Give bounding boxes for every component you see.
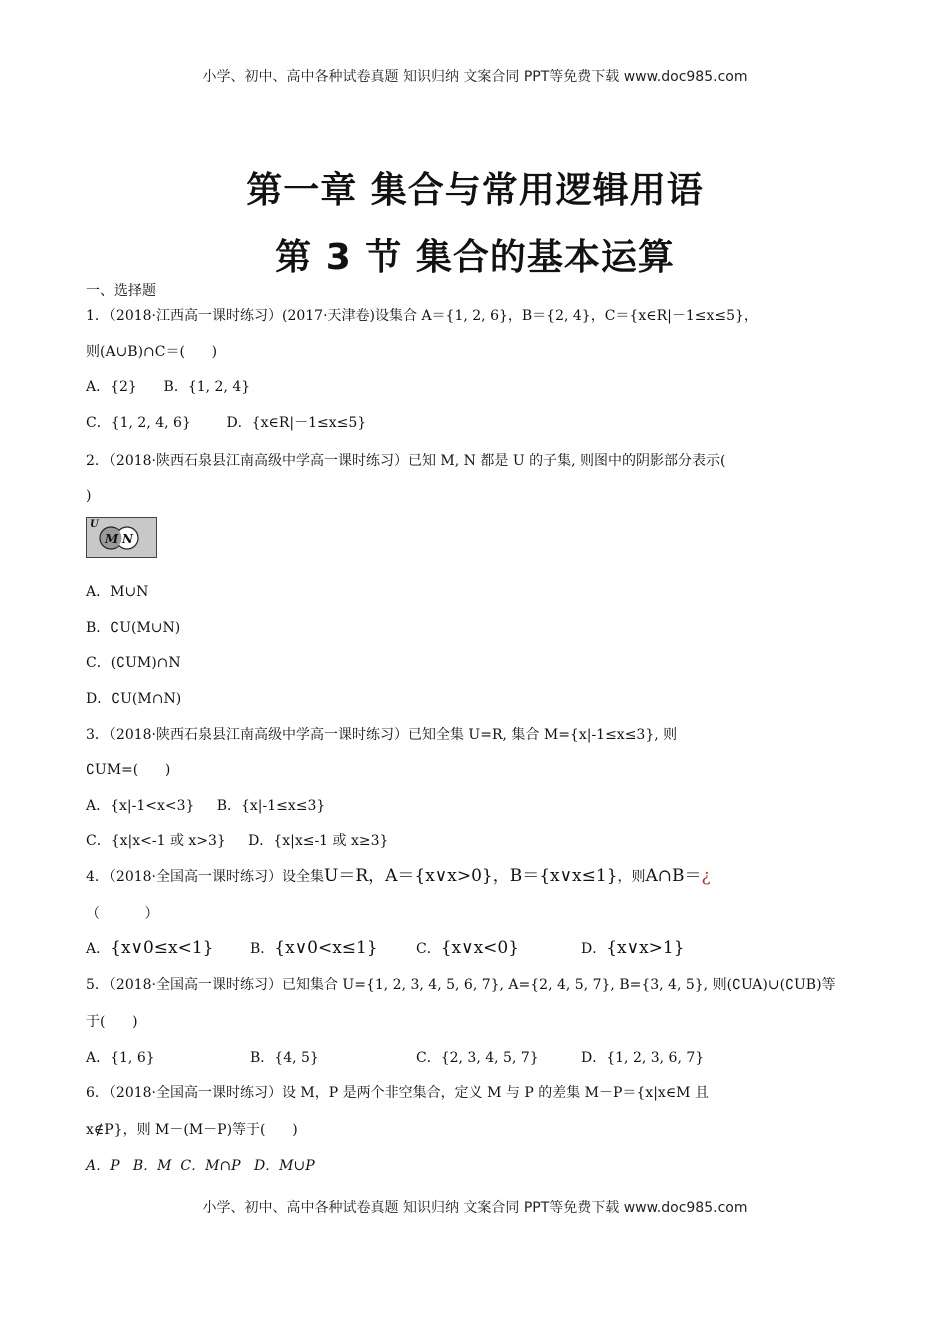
q4-equation-intersection: A∩B＝ xyxy=(645,866,702,886)
q4-option-c xyxy=(416,939,519,958)
q5-option-b: B．{4, 5} xyxy=(250,1050,319,1066)
q4-option-d-eq: {x∨x>1} xyxy=(606,938,685,958)
q5-option-a: A．{1, 6} xyxy=(86,1050,155,1066)
page-footer-banner: 小学、初中、高中各种试卷真题 知识归纳 文案合同 PPT等免费下载 www.doc985.com xyxy=(202,1200,748,1216)
q6-stem-line2: x∉P}，则 M－(M－P)等于( ) xyxy=(86,1122,298,1138)
venn-label-u: U xyxy=(90,519,99,530)
q4-stem-line2: （ ） xyxy=(86,906,159,922)
q6-options: A．P B．M C．M∩P D．M∪P xyxy=(86,1158,315,1174)
q1-stem-line1: 1．（2018·江西高一课时练习）(2017·天津卷)设集合 A＝{1, 2, 6}，B＝{2, 4}，C＝{x∈R|－1≤x≤5}， xyxy=(86,308,758,324)
page-header-banner: 小学、初中、高中各种试卷真题 知识归纳 文案合同 PPT等免费下载 www.doc985.com xyxy=(202,69,748,85)
q4-equation-sets: U＝R，A＝{x∨x>0}，B＝{x∨x≤1} xyxy=(324,866,618,886)
q4-option-d xyxy=(581,939,685,958)
q3-stem-line1: 3．（2018·陕西石泉县江南高级中学高一课时练习）已知全集 U=R, 集合 M={x|-1≤x≤3}, 则 xyxy=(86,727,678,743)
q4-option-a-eq: {x∨0≤x<1} xyxy=(110,938,214,958)
q4-option-c-eq: {x∨x<0} xyxy=(440,938,520,958)
q5-stem-line2: 于( ) xyxy=(86,1014,138,1030)
q4-option-d-label: D． xyxy=(581,941,607,957)
q4-stem-line1 xyxy=(86,867,711,886)
q5-stem-line1: 5．（2018·全国高一课时练习）已知集合 U={1, 2, 3, 4, 5, 6, 7}, A={2, 4, 5, 7}, B={3, 4, 5}, 则(∁UA)∪(∁UB)等 xyxy=(86,977,836,993)
q4-option-b xyxy=(250,939,378,958)
q4-option-b-label: B． xyxy=(250,941,275,957)
chapter-title: 第一章 集合与常用逻辑用语 xyxy=(246,170,704,211)
q2-option-d: D．∁U(M∩N) xyxy=(86,691,182,707)
q3-options-ab: A．{x|-1<x<3} B．{x|-1≤x≤3} xyxy=(86,798,326,814)
q2-option-c: C．(∁UM)∩N xyxy=(86,655,181,671)
q5-option-c: C．{2, 3, 4, 5, 7} xyxy=(416,1050,539,1066)
q2-option-a: A．M∪N xyxy=(86,584,149,600)
q2-stem-line1: 2．（2018·陕西石泉县江南高级中学高一课时练习）已知 M, N 都是 U 的子集, 则图中的阴影部分表示( xyxy=(86,453,726,469)
q4-stem-text: 4．（2018·全国高一课时练习）设全集 xyxy=(86,869,324,885)
q3-stem-line2: ∁UM=( ) xyxy=(86,762,171,778)
q6-stem-line1: 6．（2018·全国高一课时练习）设 M，P 是两个非空集合，定义 M 与 P 的差集 M－P＝{x|x∈M 且 xyxy=(86,1085,709,1101)
q4-option-c-label: C． xyxy=(416,941,441,957)
q5-option-d: D．{1, 2, 3, 6, 7} xyxy=(581,1050,705,1066)
q4-option-a-label: A． xyxy=(86,941,111,957)
venn-diagram xyxy=(86,517,157,558)
section-title: 第 3 节 集合的基本运算 xyxy=(275,237,675,278)
q4-option-a xyxy=(86,939,214,958)
q4-garbled-mark: ¿ xyxy=(701,866,711,886)
q1-stem-line2: 则(A∪B)∩C＝( ) xyxy=(86,344,218,360)
q1-options-cd: C．{1, 2, 4, 6} D．{x∈R|－1≤x≤5} xyxy=(86,415,367,431)
q4-option-b-eq: {x∨0<x≤1} xyxy=(274,938,378,958)
venn-label-n: N xyxy=(122,532,133,546)
q2-option-b: B．∁U(M∪N) xyxy=(86,620,181,636)
q4-stem-then: ，则 xyxy=(617,869,646,885)
venn-label-m: M xyxy=(105,532,119,546)
section-label: 一、选择题 xyxy=(86,283,156,299)
q1-options-ab: A．{2} B．{1, 2, 4} xyxy=(86,379,251,395)
q2-stem-line2: ) xyxy=(86,488,92,504)
q3-options-cd: C．{x|x<-1 或 x>3} D．{x|x≤-1 或 x≥3} xyxy=(86,833,389,849)
